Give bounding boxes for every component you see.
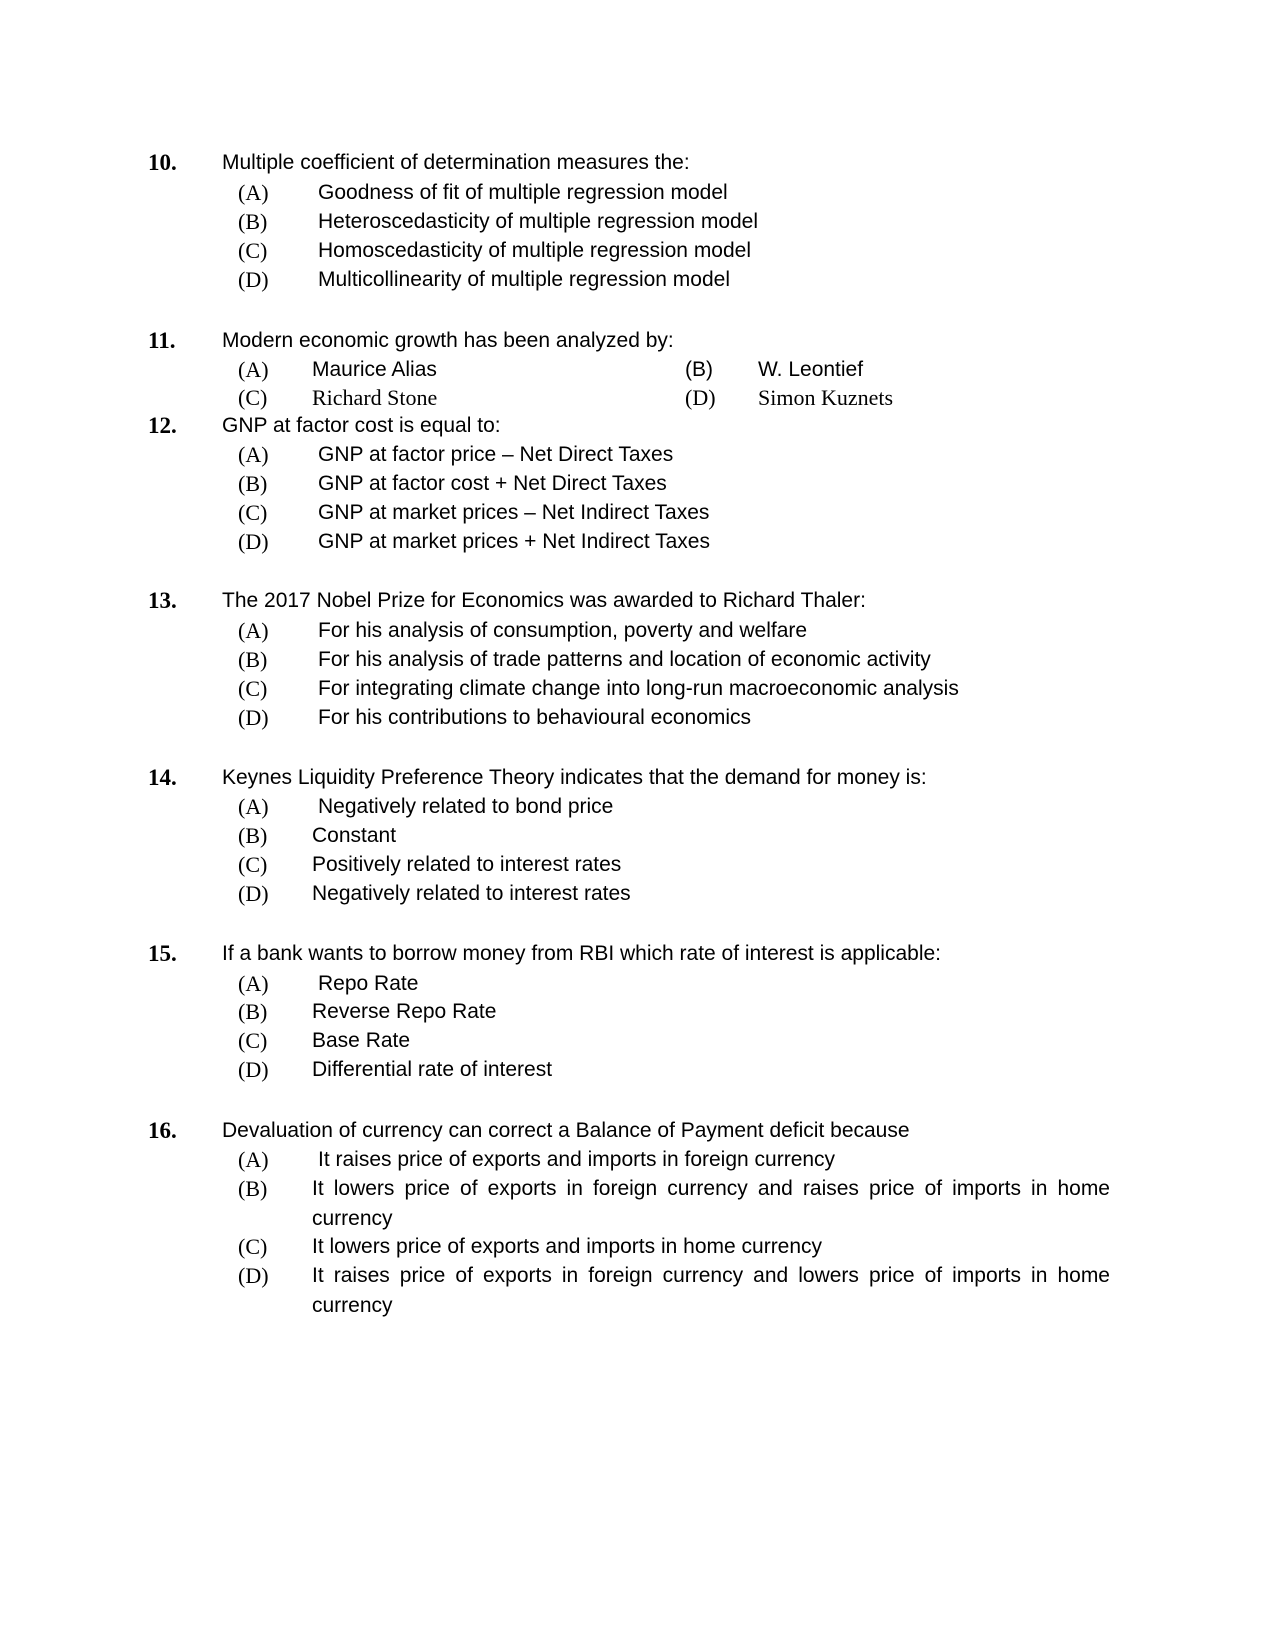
option-label: (D)	[238, 881, 269, 906]
option-d	[0, 1055, 1275, 1085]
option-text: It raises price of exports in foreign currency and lowers price of imports in home currency	[312, 1264, 1110, 1317]
option-text: It raises price of exports and imports in foreign currency	[318, 1148, 836, 1171]
option-text: Heteroscedasticity of multiple regression model	[318, 210, 759, 233]
option-a	[0, 178, 1275, 208]
option-label: (C)	[238, 676, 268, 701]
option-label: (B)	[238, 647, 268, 672]
option-label: (B)	[238, 1176, 268, 1201]
option-b	[0, 645, 1275, 675]
option-label: (D)	[238, 1263, 269, 1288]
option-c	[0, 850, 1275, 880]
option-text: Multicollinearity of multiple regression model	[318, 268, 731, 291]
option-label: (D)	[238, 705, 269, 730]
option-d	[0, 265, 1275, 295]
question-text: If a bank wants to borrow money from RBI which rate of interest is applicable:	[222, 942, 941, 965]
option-label: (A)	[238, 618, 269, 643]
option-d	[0, 527, 1275, 557]
question-text: Keynes Liquidity Preference Theory indicates that the demand for money is:	[222, 766, 927, 789]
option-a	[0, 440, 1275, 470]
option-text: Negatively related to interest rates	[312, 882, 631, 905]
option-text: Base Rate	[312, 1029, 411, 1052]
option-text: Negatively related to bond price	[318, 795, 614, 818]
option-label: (A)	[238, 180, 269, 205]
option-b	[0, 821, 1275, 851]
option-row-ab	[0, 355, 1275, 385]
option-label: (B)	[238, 209, 268, 234]
option-a	[0, 1145, 1275, 1175]
option-text: For integrating climate change into long-run macroeconomic analysis	[318, 677, 959, 700]
option-label: (D)	[685, 385, 716, 410]
option-label: (B)	[685, 358, 713, 381]
question-number: 13.	[148, 588, 177, 613]
option-text: Positively related to interest rates	[312, 853, 622, 876]
option-label: (D)	[238, 529, 269, 554]
option-b	[0, 1174, 1275, 1234]
question-number: 12.	[148, 413, 177, 438]
option-a	[0, 792, 1275, 822]
option-row-cd	[0, 383, 1275, 413]
question-number: 10.	[148, 150, 177, 175]
option-text: For his analysis of consumption, poverty and welfare	[318, 619, 808, 642]
option-a	[0, 969, 1275, 999]
option-label: (D)	[238, 1057, 269, 1082]
option-c	[0, 498, 1275, 528]
option-text: Goodness of fit of multiple regression model	[318, 181, 728, 204]
option-b	[0, 997, 1275, 1027]
option-text: GNP at market prices + Net Indirect Taxes	[318, 530, 710, 553]
option-text: It lowers price of exports in foreign currency and raises price of imports in home currency	[312, 1177, 1110, 1230]
option-text: GNP at factor price – Net Direct Taxes	[318, 443, 674, 466]
option-text: Richard Stone	[312, 385, 438, 410]
option-b	[0, 469, 1275, 499]
option-text: For his analysis of trade patterns and location of economic activity	[318, 648, 931, 671]
option-label: (C)	[238, 385, 268, 410]
option-text: Constant	[312, 824, 397, 847]
option-label: (A)	[238, 442, 269, 467]
option-text: For his contributions to behavioural economics	[318, 706, 752, 729]
option-label: (C)	[238, 238, 268, 263]
option-text: GNP at market prices – Net Indirect Taxes	[318, 501, 710, 524]
option-label: (C)	[238, 852, 268, 877]
question-number: 14.	[148, 765, 177, 790]
option-b	[0, 207, 1275, 237]
option-d	[0, 879, 1275, 909]
option-d	[0, 703, 1275, 733]
option-text: W. Leontief	[758, 358, 864, 381]
option-text: Repo Rate	[318, 972, 419, 995]
option-label: (C)	[238, 1234, 268, 1259]
option-a	[0, 616, 1275, 646]
option-text: Reverse Repo Rate	[312, 1000, 497, 1023]
option-label: (A)	[238, 1147, 269, 1172]
question-text: The 2017 Nobel Prize for Economics was awarded to Richard Thaler:	[222, 589, 866, 612]
question-text: Multiple coefficient of determination measures the:	[222, 151, 690, 174]
option-c	[0, 236, 1275, 266]
option-text: Maurice Alias	[312, 358, 437, 381]
option-label: (C)	[238, 500, 268, 525]
option-text: Simon Kuznets	[758, 385, 894, 410]
option-text: Homoscedasticity of multiple regression model	[318, 239, 752, 262]
option-text: It lowers price of exports and imports in home currency	[312, 1235, 823, 1258]
option-label: (B)	[238, 471, 268, 496]
option-label: (A)	[238, 357, 269, 382]
option-c	[0, 1026, 1275, 1056]
option-c	[0, 674, 1275, 704]
option-label: (A)	[238, 971, 269, 996]
option-label: (D)	[238, 267, 269, 292]
option-d	[0, 1261, 1275, 1321]
option-text: Differential rate of interest	[312, 1058, 553, 1081]
question-number: 15.	[148, 941, 177, 966]
option-label: (A)	[238, 794, 269, 819]
question-text: Modern economic growth has been analyzed by:	[222, 329, 674, 352]
question-number: 11.	[148, 328, 176, 353]
question-number: 16.	[148, 1118, 177, 1143]
question-text: GNP at factor cost is equal to:	[222, 414, 501, 437]
option-label: (B)	[238, 999, 268, 1024]
option-label: (C)	[238, 1028, 268, 1053]
option-text: GNP at factor cost + Net Direct Taxes	[318, 472, 667, 495]
question-text: Devaluation of currency can correct a Balance of Payment deficit because	[222, 1119, 910, 1142]
option-c	[0, 1232, 1275, 1262]
option-label: (B)	[238, 823, 268, 848]
